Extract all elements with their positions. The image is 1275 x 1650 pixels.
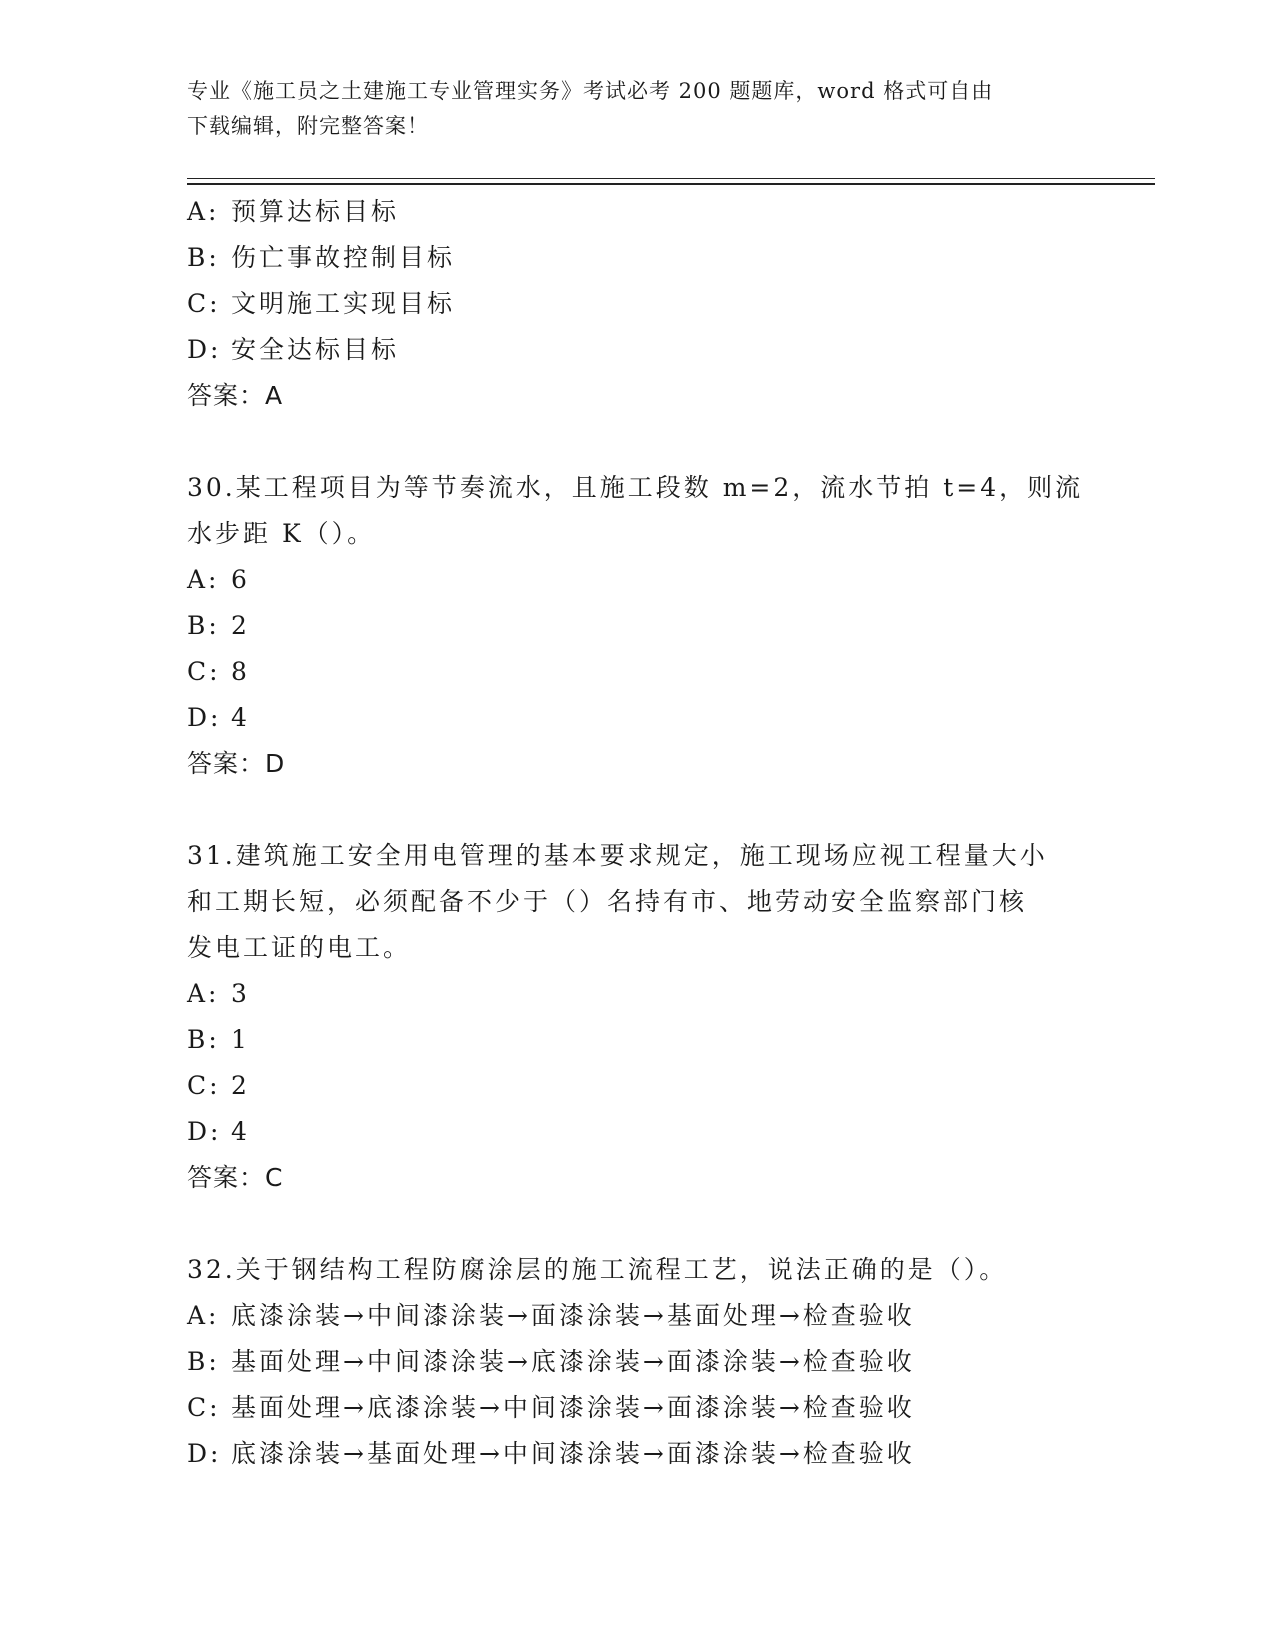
option-key: C: (187, 1071, 221, 1100)
option-key: A: (187, 565, 220, 594)
header-divider-thin (187, 178, 1155, 179)
spacer (187, 787, 1087, 833)
option-d (187, 1431, 1087, 1477)
option-c (187, 1063, 1087, 1109)
option-c (187, 281, 1087, 327)
option-a (187, 557, 1087, 603)
option-text: 基面处理→底漆涂装→中间漆涂装→面漆涂装→检查验收 (231, 1393, 915, 1422)
option-text: 预算达标目标 (231, 197, 400, 226)
header-divider-thick (187, 183, 1155, 185)
option-b (187, 1017, 1087, 1063)
option-text: 4 (231, 703, 250, 732)
option-a (187, 971, 1087, 1017)
answer-line: 答案：D (187, 749, 286, 778)
option-b (187, 235, 1087, 281)
option-key: A: (187, 1301, 220, 1330)
option-key: B: (187, 1347, 220, 1376)
option-text: 1 (231, 1025, 250, 1054)
answer-line: 答案：A (187, 381, 284, 410)
option-key: B: (187, 1025, 220, 1054)
option-key: D: (187, 703, 222, 732)
option-text: 底漆涂装→中间漆涂装→面漆涂装→基面处理→检查验收 (231, 1301, 915, 1330)
option-key: D: (187, 1439, 222, 1468)
option-key: D: (187, 1117, 222, 1146)
option-text: 伤亡事故控制目标 (231, 243, 456, 272)
option-text: 文明施工实现目标 (231, 289, 456, 318)
option-key: D: (187, 335, 222, 364)
header-line-2: 下载编辑，附完整答案！ (187, 114, 429, 138)
question-30 (187, 465, 1087, 787)
option-text: 8 (231, 657, 250, 686)
option-key: C: (187, 657, 221, 686)
question-stem-line: 水步距 K（）。 (187, 519, 376, 548)
question-31 (187, 833, 1087, 1201)
option-text: 4 (231, 1117, 250, 1146)
question-stem-line: 32.关于钢结构工程防腐涂层的施工流程工艺，说法正确的是（）。 (187, 1255, 1008, 1284)
option-a (187, 189, 1087, 235)
question-stem-line: 31.建筑施工安全用电管理的基本要求规定，施工现场应视工程量大小 (187, 841, 1048, 870)
option-key: A: (187, 197, 220, 226)
document-header (187, 74, 1087, 144)
option-text: 6 (231, 565, 250, 594)
spacer (187, 419, 1087, 465)
question-stem-line: 30.某工程项目为等节奏流水，且施工段数 m=2，流水节拍 t=4，则流 (187, 473, 1084, 502)
option-b (187, 603, 1087, 649)
option-text: 2 (231, 611, 250, 640)
option-text: 安全达标目标 (231, 335, 400, 364)
option-key: A: (187, 979, 220, 1008)
option-key: B: (187, 243, 220, 272)
option-key: B: (187, 611, 220, 640)
option-text: 3 (231, 979, 250, 1008)
question-stem-line: 发电工证的电工。 (187, 933, 412, 962)
option-c (187, 649, 1087, 695)
option-text: 基面处理→中间漆涂装→底漆涂装→面漆涂装→检查验收 (231, 1347, 915, 1376)
question-stem-line: 和工期长短，必须配备不少于（）名持有市、地劳动安全监察部门核 (187, 887, 1028, 916)
header-line-1: 专业《施工员之土建施工专业管理实务》考试必考 200 题题库，word 格式可自由 (187, 79, 994, 103)
question-29 (187, 189, 1087, 419)
option-key: C: (187, 289, 221, 318)
option-d (187, 327, 1087, 373)
option-c (187, 1385, 1087, 1431)
question-list (187, 189, 1087, 1477)
option-text: 2 (231, 1071, 250, 1100)
option-d (187, 1109, 1087, 1155)
option-d (187, 695, 1087, 741)
answer-line: 答案：C (187, 1163, 284, 1192)
option-b (187, 1339, 1087, 1385)
option-a (187, 1293, 1087, 1339)
option-key: C: (187, 1393, 221, 1422)
option-text: 底漆涂装→基面处理→中间漆涂装→面漆涂装→检查验收 (231, 1439, 915, 1468)
question-32 (187, 1247, 1087, 1477)
spacer (187, 1201, 1087, 1247)
